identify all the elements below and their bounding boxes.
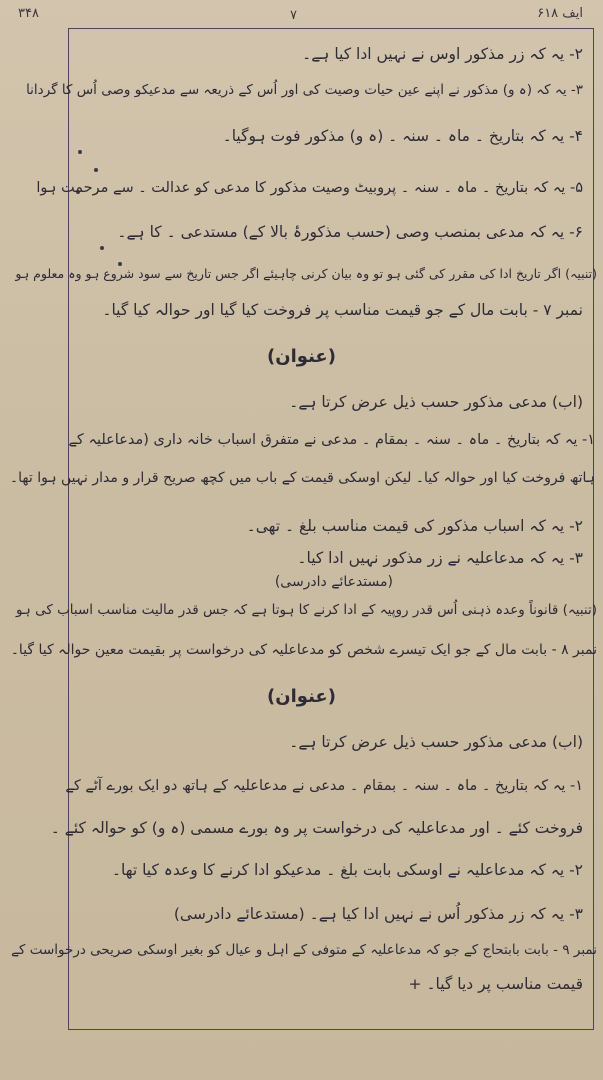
page-number-middle: ۷ bbox=[290, 8, 297, 23]
text-line: ۲- یہ کہ زر مذکور اوس نے نہیں ادا کیا ہے۔ bbox=[302, 45, 583, 63]
text-line: (تنبیہ) اگر تاریخ ادا کی مقرر کی گئی ہو تو وہ بیان کرنی چاہیئے اگر جس تاریخ سے سود شروع ہو وہ معلوم ہو bbox=[15, 266, 597, 281]
text-line: (مستدعائے دادرسی) bbox=[274, 574, 393, 590]
text-line: (اب) مدعی مذکور حسب ذیل عرض کرتا ہے۔ bbox=[289, 393, 583, 411]
text-line: ۶- یہ کہ مدعی بمنصب وصی (حسب مذکورۂ بالا کے) مستدعی ۔ کا ہے۔ bbox=[117, 223, 583, 241]
page-number-left: ۳۴۸ bbox=[18, 6, 39, 21]
text-line: نمبر ۸ - بابت مال کے جو ایک تیسرے شخص کو مدعاعلیہ کی درخواست پر بقیمت معین حوالہ کیا گیا۔ bbox=[10, 642, 597, 658]
text-line: نمبر ۹ - بابت بابتحاج کے جو کہ مدعاعلیہ کے متوفی کے اہل و عیال کو بغیر اوسکی صریحی درخواست کے bbox=[11, 942, 597, 958]
text-line: ۳- یہ کہ مدعاعلیہ نے زر مذکور نہیں ادا کیا۔ bbox=[297, 549, 583, 567]
text-line: ۲- یہ کہ اسباب مذکور کی قیمت مناسب بلغ ۔ تھی۔ bbox=[246, 517, 583, 535]
margin-dot bbox=[100, 246, 104, 250]
text-line: ۳- یہ کہ زر مذکور اُس نے نہیں ادا کیا ہے۔ (مستدعائے دادرسی) bbox=[173, 905, 583, 923]
text-line: (تنبیہ) قانوناً وعدہ ذہنی اُس قدر روپیہ کے ادا کرنے کا ہوتا ہے کہ جس قدر مالیت مناسب اسباب کی ہو bbox=[15, 602, 597, 618]
text-line: قیمت مناسب پر دیا گیا۔ + bbox=[408, 975, 583, 993]
text-line: فروخت کئے ۔ اور مدعاعلیہ کی درخواست پر وہ بورے مسمی (ہ و) کو حوالہ کئے ۔ bbox=[50, 819, 583, 837]
text-line: ۵- یہ کہ بتاریخ ۔ ماہ ۔ سنہ ۔ پروبیٹ وصیت مذکور کا مدعی کو عدالت ۔ سے مرحمت ہوا bbox=[36, 180, 583, 196]
text-line: ۲- یہ کہ مدعاعلیہ نے اوسکی بابت بلغ ۔ مدعیکو ادا کرنے کا وعدہ کیا تھا۔ bbox=[111, 861, 583, 879]
text-line: (اب) مدعی مذکور حسب ذیل عرض کرتا ہے۔ bbox=[289, 733, 583, 751]
text-line: ۳- یہ کہ (ہ و) مذکور نے اپنے عین حیات وصیت کی اور اُس کے ذریعہ سے مدعیکو وصی اُس کا گردانا bbox=[26, 82, 583, 98]
section-heading: (عنوان) bbox=[267, 346, 336, 367]
text-line: ۱- یہ کہ بتاریخ ۔ ماہ ۔ سنہ ۔ بمقام ۔ مدعی نے متفرق اسباب خانہ داری (مدعاعلیہ کے bbox=[68, 432, 595, 448]
page-reference: ایف ۶۱۸ bbox=[537, 6, 583, 21]
text-line: نمبر ۷ - بابت مال کے جو قیمت مناسب پر فروخت کیا گیا اور حوالہ کیا گیا۔ bbox=[102, 301, 583, 319]
section-heading: (عنوان) bbox=[267, 686, 336, 707]
text-line: ۱- یہ کہ بتاریخ ۔ ماہ ۔ سنہ ۔ بمقام ۔ مدعی نے مدعاعلیہ کے ہاتھ دو ایک بورے آٹے کے bbox=[65, 778, 583, 794]
margin-dot bbox=[94, 168, 98, 172]
text-line: ۴- یہ کہ بتاریخ ۔ ماہ ۔ سنہ ۔ (ہ و) مذکور فوت ہوگیا۔ bbox=[222, 127, 583, 145]
margin-dot bbox=[78, 150, 82, 154]
text-line: ہاتھ فروخت کیا اور حوالہ کیا۔ لیکن اوسکی قیمت کے باب میں کچھ صریح قرار و مدار نہیں ہوا تھا۔ bbox=[9, 470, 595, 486]
